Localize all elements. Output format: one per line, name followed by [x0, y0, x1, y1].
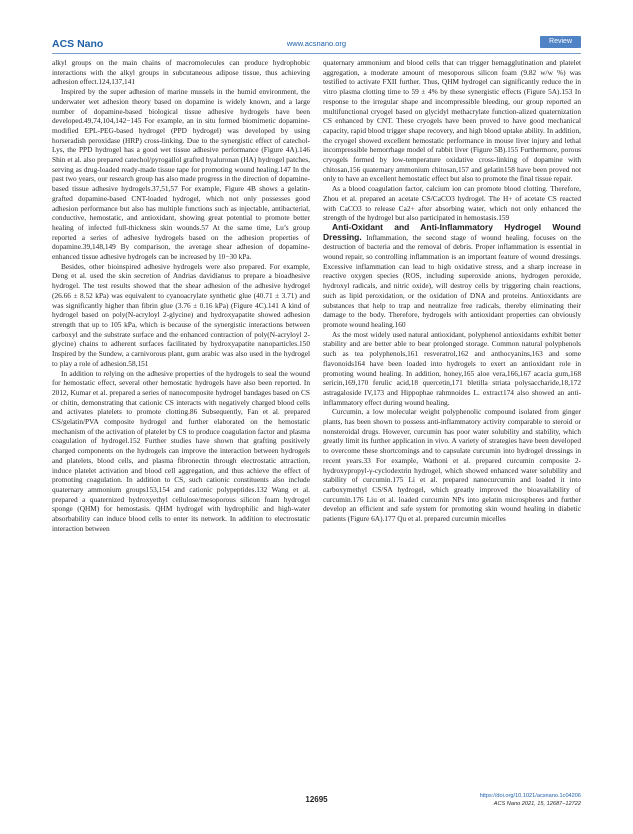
body-paragraph: As a blood coagulation factor, calcium ion can promote blood clotting. Therefore, Zhou et al. prepared an acetate CS/CaCO3 hydrogel. The H+ of acetate CS reacted with CaCO3 to release Ca2+ after absorbing water, which not only enhanced the strength of the hydrogel but also participated in hemostasis.159: [323, 184, 581, 223]
body-paragraph: As the most widely used natural antioxidant, polyphenol antioxidants exhibit better stability and are better able to bear prolonged storage. Common natural polyphenols such as tea polyphenols,161 resveratrol,162 and anthocyanins,163 and some flavonoids164 have been loaded into hydrogels to exert an antioxidant role in promoting wound healing. In addition, honey,165 aloe vera,166,167 acacia gum,168 sericin,169,170 ferulic acid,18 quercetin,171 bletilla striata polysaccharide,18,172 astragaloside IV,173 and Hippophae rahmnoides L. extract174 also showed an anti-inflammatory effect during wound healing.: [323, 329, 581, 407]
doi-block: [480, 793, 581, 808]
body-paragraph: quaternary ammonium and blood cells that can trigger hemagglutination and platelet aggregation, a moderate amount of mesoporous silicon foam (9.82 w/w %) was testified to activate FXII further. Thus, QHM hydrogel can significantly reduce the in vitro plasma clotting time to 59 ± 4% by these synergistic effects (Figure 5A).153 In response to the irregular shape and incompressible bleeding, our group reported an multifunctional cryogel based on glycidyl methacrylate function-alized quaternization CS enhanced by CNT. These cryogels have been proved to have good mechanical capacity, rapid blood trigger shape recovery, and high blood uptake ability. In addition, the cryogel showed excellent hemostatic performance in mouse liver injury and lethal incompressible hemorrhage model of rabbit liver (Figure 5B).155 Furthermore, porous cryogels formed by low-temperature oxidative cross-linking of dopamine with chitosan,156 quaternary ammonium chitosan,157 and gelatin158 have been proved not only to have an excellent hemostatic effect but also to promote the final tissue repair.: [323, 58, 581, 184]
doi-link[interactable]: https://doi.org/10.1021/acsnano.1c04206: [479, 793, 581, 799]
body-paragraph: Inspired by the super adhesion of marine mussels in the humid environment, the underwater wet adhesion theory based on dopamine is widely known, and a large number of dopamine-based biological tissue adhesive hydrogels have been developed.49,74,104,142−145 For example, an in situ formed biomimetic dopamine-modified EPL-PEG-based hydrogel (PPD hydrogel) was developed by using horseradish peroxidase (HRP) cross-linking. Due to the synergistic effect of catechol-Lys, the PPD hydrogel has a good wet tissue adhesive performance (Figure 4A).146 Shin et al. also prepared catechol/pyrogallol grafted hyaluronan (HA) hydrogel patches, serving as drug-loaded ready-made tissue tape for promoting wound healing.147 In the past two years, our research group has also made progress in the direction of dopamine-based tissue adhesive hydrogels.37,51,57 For example, Figure 4B shows a gelatin-grafted dopamine-based CNT-loaded hydrogel, which not only possesses good adhesion performance but also has multiple functions such as injectable, antibacterial, conductive, hemostatic, and antioxidant, showing great potential to promote better healing of infected full-thickness skin wounds.57 At the same time, Lu’s group reported a series of adhesive hydrogels based on the adhesion properties of dopamine.39,148,149 By comparison, the average shear adhesion of dopamine-enhanced tissue adhesive hydrogels can be increased by 10−30 kPa.: [52, 87, 310, 262]
page-header: [52, 38, 581, 52]
body-paragraph: Curcumin, a low molecular weight polyphenolic compound isolated from ginger plants, has been shown to possess anti-inflammatory activity comparable to steroid or nonsteroidal drugs. However, curcumin has poor water solubility and stability, which greatly limit its further application in vivo. A variety of strategies have been developed to overcome these shortcomings and to capsulate curcumin into hydrogel dressings in recent years.33 For example, Wathoni et al. prepared curcumin composite 2-hydroxypropyl-γ-cyclodextrin hydrogel, which showed enhanced water solubility and stability of curcumin.175 Li et al. prepared nanocurcumin and loaded it into carboxymethyl CS/SA hydrogel, which greatly improved the bioavailability of curcumin.176 Liu et al. loaded curcumin NPs into gelatin microspheres and further develop an efficient and safe system for promoting skin wound healing in diabetic patients (Figure 6A).177 Qu et al. prepared curcumin micelles: [323, 407, 581, 524]
subsection-paragraph: [323, 223, 581, 330]
body-paragraph: Besides, other bioinspired adhesive hydrogels were also prepared. For example, Deng et al. used the skin secretion of Andrias davidianus to prepare a bioadhesive hydrogel. The test results showed that the shear adhesion of the adhesive hydrogel (26.66 ± 8.52 kPa) was equivalent to cyanoacrylate synthetic glue (40.71 ± 3.71) and was significantly higher than fibrin glue (3.76 ± 0.16 kPa) (Figure 4C).141 A kind of hydrogel based on poly(N-acryloyl 2-glycine) and hydroxyapatite showed adhesion strength that up to 105 kPa, which is because of the synergistic interactions between carboxyl and the substrate surface and the enhanced contraction of poly(N-acryloyl 2-glycine) chains to adherent surfaces facilitated by hydroxyapatite nanoparticles.150 Inspired by the Sundew, a carnivorous plant, gum arabic was also used in the hydrogel to play a role of adhesion.58,151: [52, 261, 310, 368]
right-text-column: [323, 58, 581, 524]
body-paragraph: In addition to relying on the adhesive properties of the hydrogels to seal the wound for hemostatic effect, several other hemostatic hydrogels have also been reported. In 2012, Kumar et al. prepared a series of nanocomposite hydrogel bandages based on CS or chitin, demonstrating that cationic CS interacts with negatively charged blood cells and activates platelets to promote clotting.86 Subsequently, Fan et al. prepared CS/gelatin/PVA composite hydrogel and further elaborated on the hemostatic mechanism of the activation of platelet by CS to produce coagulation factor and plasma coagulation of hydrogel.152 Further studies have shown that grafting positively charged components on the hydrogels can improve the interaction between hydrogels and platelets, blood cells, and plasma fibronectin through electrostatic attraction, induce platelet activation and blood cell aggregation, and thus achieve the effect of promoting coagulation. In addition to CS, such cationic constituents also include quaternary ammonium groups153,154 and cationic polypeptides.132 Wang et al. prepared a quaternized hydroxyethyl cellulose/mesoporous silicon foam hydrogel sponge (QHM) for hemostasis. QHM hydrogel with hydrophilic and high-water absorbability can induce blood cells to enter its network. In addition to electrostatic interaction between: [52, 368, 310, 533]
subsection-heading: Anti-Oxidant and Anti-Inflammatory Hydrogel Wound Dressing.: [323, 221, 581, 242]
journal-name[interactable]: ACS Nano: [52, 38, 104, 50]
citation-line: ACS Nano 2021, 15, 12687−12722: [493, 800, 581, 807]
article-type-badge: Review: [540, 36, 581, 48]
journal-website[interactable]: www.acsnano.org: [286, 39, 347, 48]
left-text-column: [52, 58, 310, 533]
body-paragraph: alkyl groups on the main chains of macromolecules can produce hydrophobic interactions with the alkyl groups in subcutaneous adipose tissue, thus achieving adhesion effect.124,137,141: [52, 58, 310, 87]
subsection-body: Inflammation, the second stage of wound healing, focuses on the destruction of bacteria and the removal of debris. Proper inflammation is essential in wound repair, so controlling inflammation is an important feature of wound dressings. Excessive inflammation can lead to high oxidative stress, and a sharp increase in reactive oxygen species (ROS, including superoxide anions, hydrogen peroxide, hydroxyl radicals, and nitric oxide), will destroy cells by triggering chain reactions, such as lipid peroxidation, or the oxidation of DNA and proteins. Antioxidants are substances that help to trap and neutralize free radicals, thereby eliminating their damage to the body. Therefore, hydrogels with antioxidant properties can obviously promote wound healing.160: [323, 232, 581, 329]
page-footer: [52, 793, 581, 815]
page-number: 12695: [305, 795, 328, 804]
header-divider: [52, 53, 581, 54]
